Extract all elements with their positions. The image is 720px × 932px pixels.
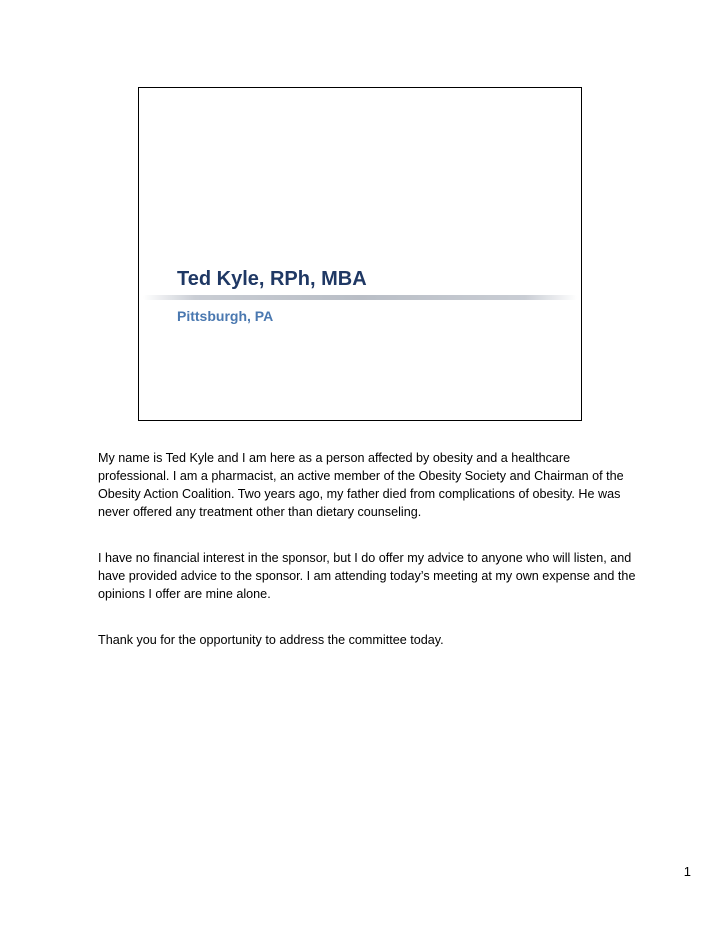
slide-subtitle: Pittsburgh, PA bbox=[177, 308, 274, 324]
notes-paragraph-introduction: My name is Ted Kyle and I am here as a person affected by obesity and a healthcare professional. I am a pharmacist, an active member of the Obesity Society and Chairman of the Obesity Action Coalition. Two years ago, my father died from complications of obesity. He was never offered any treatment other than dietary counseling. bbox=[98, 451, 624, 519]
notes-paragraph-thanks: Thank you for the opportunity to address the committee today. bbox=[98, 633, 444, 647]
slide-thumbnail bbox=[138, 87, 582, 421]
slide-divider bbox=[143, 295, 577, 300]
speaker-notes bbox=[98, 449, 638, 677]
notes-paragraph-disclosure: I have no financial interest in the sponsor, but I do offer my advice to anyone who will listen, and have provided advice to the sponsor. I am attending today’s meeting at my own expense and the opinions I offer are mine alone. bbox=[98, 551, 636, 601]
page-number: 1 bbox=[683, 864, 691, 879]
slide-title: Ted Kyle, RPh, MBA bbox=[177, 268, 367, 290]
